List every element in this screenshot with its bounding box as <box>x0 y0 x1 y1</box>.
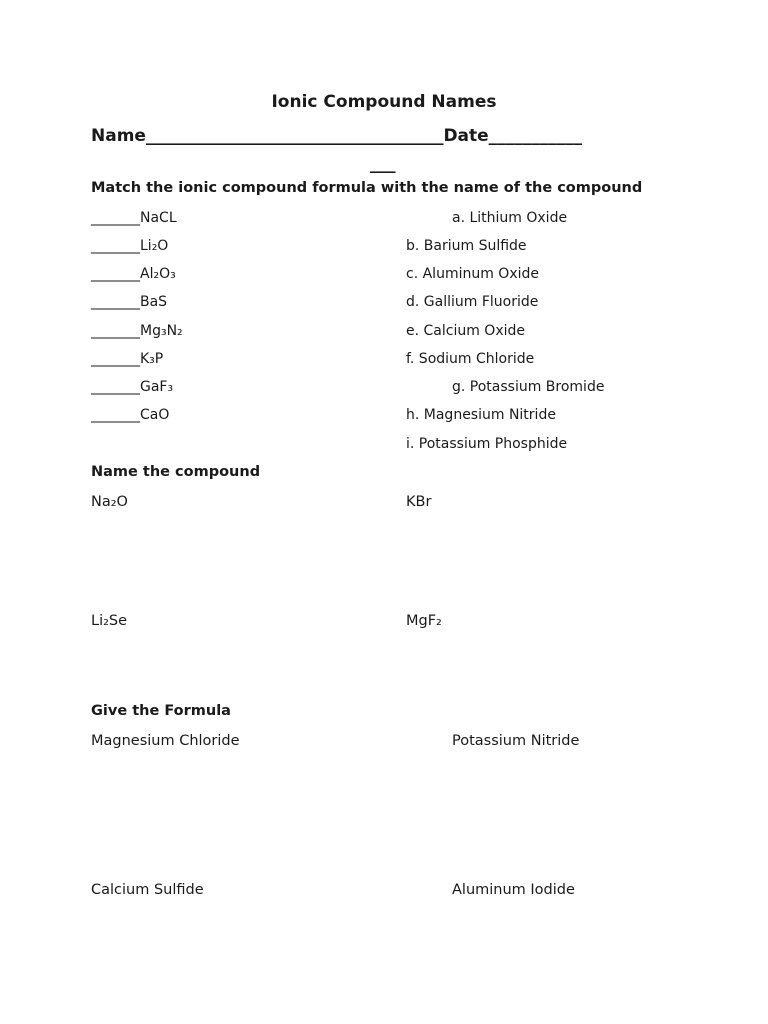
match-name: a. Lithium Oxide <box>452 210 568 226</box>
formula-item: Aluminum Iodide <box>452 882 575 898</box>
match-formula: _______BaS <box>91 294 168 310</box>
match-section-heading: Match the ionic compound formula with the name of the compound <box>91 180 643 196</box>
match-formula: _______K₃P <box>91 351 164 367</box>
match-formula: _______GaF₃ <box>91 379 174 395</box>
match-name: i. Potassium Phosphide <box>406 436 568 452</box>
match-formula: _______Mg₃N₂ <box>91 323 183 339</box>
match-name: b. Barium Sulfide <box>406 238 527 254</box>
name-date-line-continuation: ___ <box>370 154 396 174</box>
compound-item: KBr <box>406 494 432 510</box>
formula-section-heading: Give the Formula <box>91 703 231 719</box>
match-formula: _______Li₂O <box>91 238 169 254</box>
match-name: e. Calcium Oxide <box>406 323 525 339</box>
match-formula: _______NaCL <box>91 210 177 226</box>
compound-item: Na₂O <box>91 494 128 510</box>
name-date-line: Name___________________________________Date___________ <box>91 126 583 146</box>
formula-item: Calcium Sulfide <box>91 882 204 898</box>
match-name: f. Sodium Chloride <box>406 351 535 367</box>
match-name: d. Gallium Fluoride <box>406 294 539 310</box>
formula-item: Potassium Nitride <box>452 733 580 749</box>
match-name: h. Magnesium Nitride <box>406 407 556 423</box>
match-name: c. Aluminum Oxide <box>406 266 539 282</box>
compound-item: MgF₂ <box>406 613 442 629</box>
match-formula: _______CaO <box>91 407 170 423</box>
formula-item: Magnesium Chloride <box>91 733 240 749</box>
name-section-heading: Name the compound <box>91 464 261 480</box>
match-name: g. Potassium Bromide <box>452 379 605 395</box>
compound-item: Li₂Se <box>91 613 128 629</box>
page-title: Ionic Compound Names <box>271 92 497 112</box>
match-formula: _______Al₂O₃ <box>91 266 176 282</box>
